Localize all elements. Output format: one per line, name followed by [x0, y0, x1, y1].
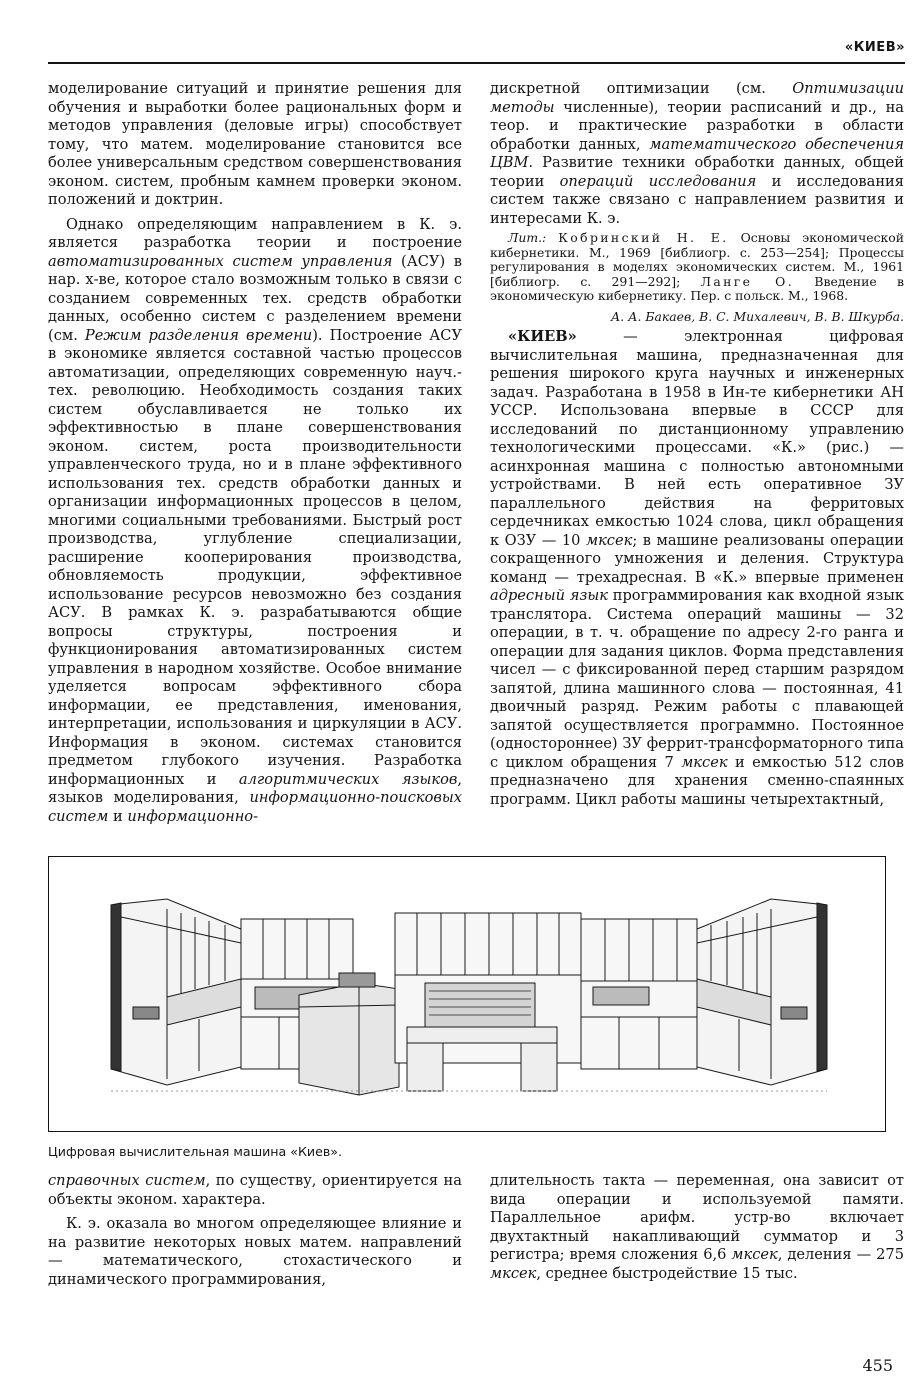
literature-text: Введение в экономическую кибернетику. Пер. с польск. М., 1968. — [490, 273, 904, 304]
cross-reference: информационно-поисковых систем — [48, 789, 462, 825]
entry-title: «КИЕВ» — [508, 328, 577, 346]
text-run: и исследования систем также связано с направлением развития и интересами К. э. — [490, 172, 904, 227]
column-left-bottom — [48, 1172, 462, 1289]
text-run: (АСУ) в нар. х-ве, которое стало возможным только в связи с созданием современных тех. средств обработки данных, особенно систем с разделением времени (см. — [48, 252, 462, 344]
computer-illustration — [49, 857, 885, 1131]
control-panel — [407, 983, 557, 1091]
running-head: «КИЕВ» — [844, 40, 905, 55]
paragraph — [490, 1172, 904, 1283]
text-run: ; в машине реализованы операции сокращенного умножения и деления. Структура команд — трехадресная. В «К.» впервые применен — [490, 531, 904, 586]
cross-reference: математического обеспечения ЦВМ — [490, 135, 905, 171]
right-cabinet-bank — [697, 899, 827, 1085]
text-run: и — [108, 807, 128, 825]
text-run: , по существу, ориентируется на объекты эконом. характера. — [48, 1172, 462, 1208]
text-run: — электронная цифровая вычислительная машина, предназначенная для решения широкого круга научных и инженерных задач. Разработана в 1958 в Ин-те кибернетики АН УССР. Использована впервые в СССР для исследований по дистанционному управлению технологическими процессами. «К.» (рис.) — асинхронная машина с полностью автономными устройствами. В ней есть оперативное ЗУ параллельного действия на ферритовых сердечниках емкостью 1024 слова, цикл обращения к ОЗУ — 10 — [490, 328, 904, 549]
article-authors: А. А. Бакаев, В. С. Михалевич, В. В. Шкурба. — [610, 308, 904, 324]
left-cabinet-bank — [111, 899, 241, 1085]
text-run: , языков моделирования, — [48, 770, 462, 806]
cross-reference: Режим разделения времени — [84, 326, 313, 344]
text-run: и емкостью 512 слов предназначено для хранения сменно-спаянных программ. Цикл работы машины четырехтактный, — [490, 753, 904, 808]
column-right-top — [490, 80, 904, 809]
paragraph — [490, 80, 904, 228]
cross-reference: адресный язык — [490, 587, 608, 605]
literature-author: Ланге О. — [700, 273, 795, 289]
paragraph: К. э. оказала во многом определяющее влияние и на развитие некоторых новых матем. направлений — математического, стохастического и динамического программирования, — [48, 1215, 462, 1288]
text-run: , среднее быстродействие 15 тыс. — [536, 1264, 798, 1282]
paragraph — [48, 1172, 462, 1209]
unit: мксек — [490, 1264, 537, 1282]
cross-reference: информационно- — [127, 807, 259, 825]
back-right-cabinets — [581, 919, 697, 1069]
literature-label: Лит.: — [508, 230, 547, 245]
cross-reference: Оптимизации методы — [490, 80, 904, 116]
unit: мксек — [681, 753, 728, 771]
text-run: ). Построение АСУ в экономике является составной частью процессов автоматизации, определяющих современную науч.-тех. революцию. Необходимость создания таких систем обуславливается не только их эффективностью в плане совершенствования эконом. систем, роста производительности управленческого труда, но и в плане эффективного использования тех. средств обработки данных и организации информационных процессов в целом, многими социальными требованиями. Быстрый рост производства, углубление специализации, расширение кооперирования производства, обновляемость продукции, эффективное использование ресурсов невозможно без создания АСУ. В рамках К. э. разрабатываются общие вопросы структуры, построения и функционирования автоматизированных систем управления в народном хозяйстве. Особое внимание уделяется вопросам эффективного сбора информации, ее представления, именования, интерпретации, использования и циркуляции в АСУ. Информация в эконом. системах становится предметом глубокого изучения. Разработка информационных и — [48, 326, 462, 788]
text-run: , деления — 275 — [777, 1246, 904, 1263]
cross-reference: операций исследования — [559, 172, 757, 190]
paragraph: моделирование ситуаций и принятие решения для обучения и выработки более рациональных форм и методов управления (деловые игры) способствует тому, что матем. моделирование становится все более универсальным средством совершенствования эконом. систем, пробным камнем проверки эконом. положений и доктрин. — [48, 80, 462, 208]
page-number: 455 — [862, 1356, 893, 1375]
text-run: Однако определяющим направлением в К. э. является разработка теории и построение — [48, 215, 462, 251]
literature-text: Основы экономической кибернетики. М., 1969 [библиогр. с. 253—254]; Процессы регулирования в моделях экономических систем. М., 1961 [библиогр. с. 291—292]; — [490, 230, 904, 289]
unit: мксек — [731, 1246, 778, 1263]
column-left-top — [48, 80, 462, 826]
cross-reference: алгоритмических языков — [238, 770, 458, 788]
column-right-bottom — [490, 1172, 904, 1283]
text-run: программирования как входной язык транслятора. Система операций машины — 32 операции, в т. ч. обращение по адресу 2-го ранга и операции для задания циклов. Форма представления чисел — с фиксированной перед старшим разрядом запятой, длина машинного слова — постоянная, 41 двоичный разряд. Режим работы с плавающей запятой осуществляется программно. Постоянное (одностороннее) ЗУ феррит-трансформаторного типа с циклом обращения 7 — [490, 587, 904, 771]
cross-reference: автоматизированных систем управления — [48, 252, 393, 270]
paragraph-asu — [48, 216, 462, 827]
text-run: дискретной оптимизации (см. — [490, 80, 793, 97]
header-rule — [48, 62, 905, 64]
unit: мксек — [585, 531, 633, 549]
literature-author: Кобринский Н. Е. — [558, 230, 729, 245]
paragraph-kiev — [490, 328, 904, 809]
text-run: . Развитие техники обработки данных, общей теории — [490, 154, 904, 190]
text-run: численные), теории расписаний и др., на теор. и практические разработки в области обработки данных, — [490, 98, 904, 153]
cross-reference: справочных систем — [48, 1172, 206, 1189]
figure-caption: Цифровая вычислительная машина «Киев». — [48, 1144, 342, 1159]
literature — [490, 231, 904, 304]
text-run: длительность такта — переменная, она зависит от вида операции и используемой памяти. Параллельное арифм. устр-во включает двухтактный накапливающий сумматор и 3 регистра; время сложения 6,6 — [490, 1172, 904, 1263]
figure-kiev-computer — [48, 856, 886, 1132]
